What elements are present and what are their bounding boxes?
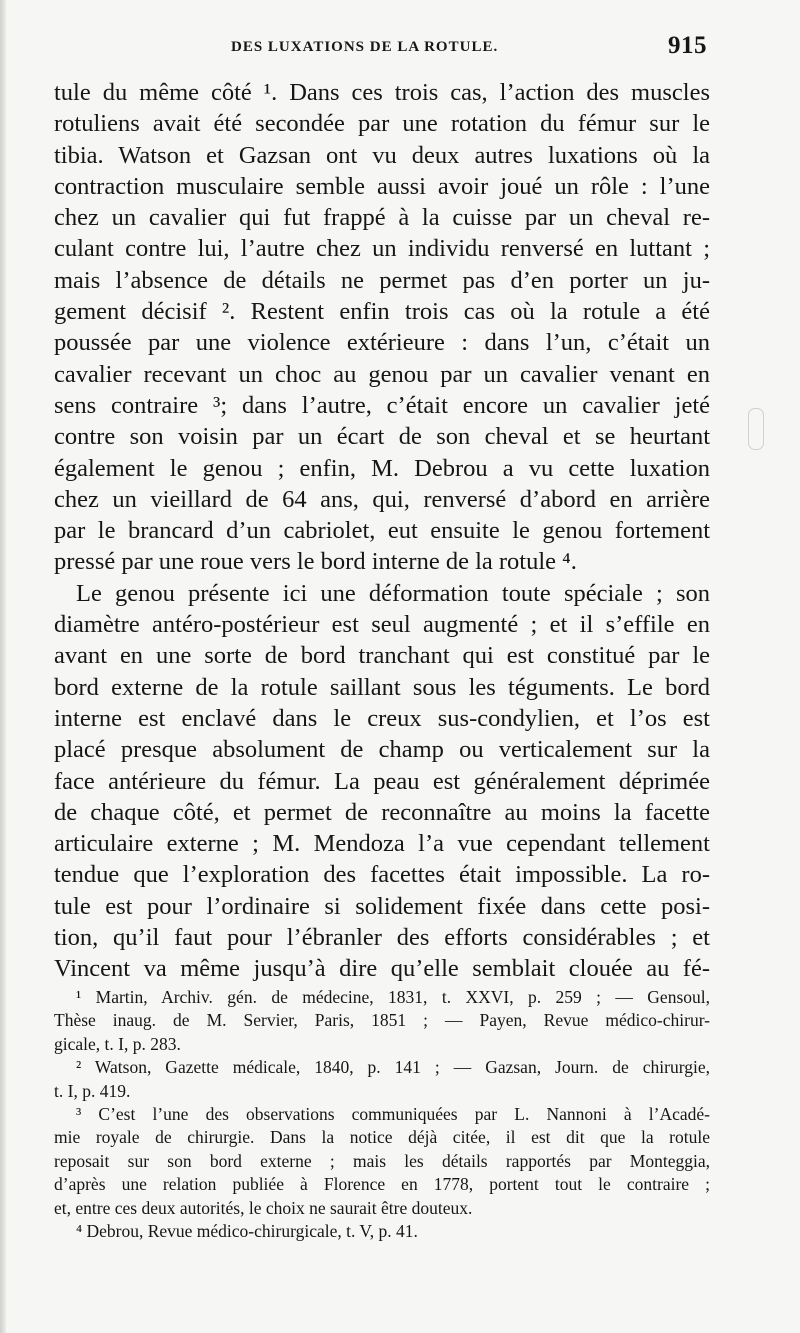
- body-line: tion, qu’il faut pour l’ébranler des efforts considérables ; et: [54, 924, 710, 952]
- footnote-line: d’après une relation publiée à Florence en 1778, portent tout le contraire ;: [54, 1174, 710, 1195]
- body-line: culant contre lui, l’autre chez un individu renversé en luttant ;: [54, 235, 710, 263]
- body-line: tule du même côté ¹. Dans ces trois cas, l’action des muscles: [54, 79, 710, 106]
- body-line: contraction musculaire semble aussi avoir joué un rôle : l’une: [54, 172, 710, 200]
- body-line: mais l’absence de détails ne permet pas d’en porter un ju-: [54, 266, 710, 294]
- body-line: diamètre antéro-postérieur est seul augmenté ; et il s’effile en: [54, 611, 710, 639]
- body-line: chez un vieillard de 64 ans, qui, renversé d’abord en arrière: [54, 485, 710, 513]
- body-line: sens contraire ³; dans l’autre, c’était encore un cavalier jeté: [54, 391, 710, 419]
- body-line: tibia. Watson et Gazsan ont vu deux autres luxations où la: [54, 141, 710, 169]
- body-line: articulaire externe ; M. Mendoza l’a vue cependant tellement: [54, 830, 710, 858]
- body-line: avant en une sorte de bord tranchant qui est constitué par le: [54, 642, 710, 670]
- body-line: poussée par une violence extérieure : dans l’un, c’était un: [54, 329, 710, 357]
- body-line: contre son voisin par un écart de son cheval et se heurtant: [54, 423, 710, 451]
- body-text: [54, 77, 710, 985]
- footnote-line: ³ C’est l’une des observations communiquées par L. Nannoni à l’Acadé-: [76, 1103, 710, 1124]
- footnote-line: ⁴ Debrou, Revue médico-chirurgicale, t. V, p. 41.: [76, 1220, 418, 1241]
- page-header: [0, 30, 800, 70]
- page-number: 915: [668, 32, 707, 59]
- footnote-line: ² Watson, Gazette médicale, 1840, p. 141 ; — Gazsan, Journ. de chirurgie,: [76, 1057, 710, 1078]
- body-line: tule est pour l’ordinaire si solidement fixée dans cette posi-: [54, 892, 710, 920]
- body-line: chez un cavalier qui fut frappé à la cuisse par un cheval re-: [54, 204, 710, 232]
- body-line: rotuliens avait été secondée par une rotation du fémur sur le: [54, 110, 710, 138]
- footnote-line: t. I, p. 419.: [54, 1080, 131, 1101]
- body-line: gement décisif ². Restent enfin trois cas où la rotule a été: [54, 298, 710, 326]
- footnote-line: gicale, t. I, p. 283.: [54, 1033, 181, 1054]
- body-line: également le genou ; enfin, M. Debrou a vu cette luxation: [54, 454, 710, 482]
- body-line: interne est enclavé dans le creux sus-condylien, et l’os est: [54, 704, 710, 732]
- body-line: placé presque absolument de champ ou verticalement sur la: [54, 736, 710, 764]
- body-line: par le brancard d’un cabriolet, eut ensuite le genou fortement: [54, 517, 710, 545]
- footnote-line: mie royale de chirurgie. Dans la notice déjà citée, il est dit que la rotule: [54, 1127, 710, 1148]
- footnotes: [54, 986, 710, 1243]
- body-line: Le genou présente ici une déformation toute spéciale ; son: [76, 579, 710, 607]
- running-title: DES LUXATIONS DE LA ROTULE.: [231, 39, 499, 55]
- body-line: face antérieure du fémur. La peau est généralement déprimée: [54, 767, 710, 795]
- body-line: cavalier recevant un choc au genou par un cavalier venant en: [54, 360, 710, 388]
- footnote-line: Thèse inaug. de M. Servier, Paris, 1851 ; — Payen, Revue médico-chirur-: [54, 1010, 710, 1031]
- body-line: tendue que l’exploration des facettes était impossible. La ro-: [54, 861, 710, 889]
- footnote-line: ¹ Martin, Archiv. gén. de médecine, 1831, t. XXVI, p. 259 ; — Gensoul,: [76, 987, 710, 1007]
- body-line: Vincent va même jusqu’à dire qu’elle semblait clouée au fé-: [54, 955, 710, 983]
- body-line: pressé par une roue vers le bord interne de la rotule ⁴.: [54, 548, 577, 576]
- margin-mark: [748, 408, 764, 450]
- body-line: bord externe de la rotule saillant sous les téguments. Le bord: [54, 673, 710, 701]
- footnote-line: et, entre ces deux autorités, le choix ne saurait être douteux.: [54, 1197, 473, 1218]
- footnote-line: reposait sur son bord externe ; mais les détails rapportés par Monteggia,: [54, 1150, 710, 1171]
- page-edge: [0, 0, 6, 1333]
- body-line: de chaque côté, et permet de reconnaître au moins la facette: [54, 798, 710, 826]
